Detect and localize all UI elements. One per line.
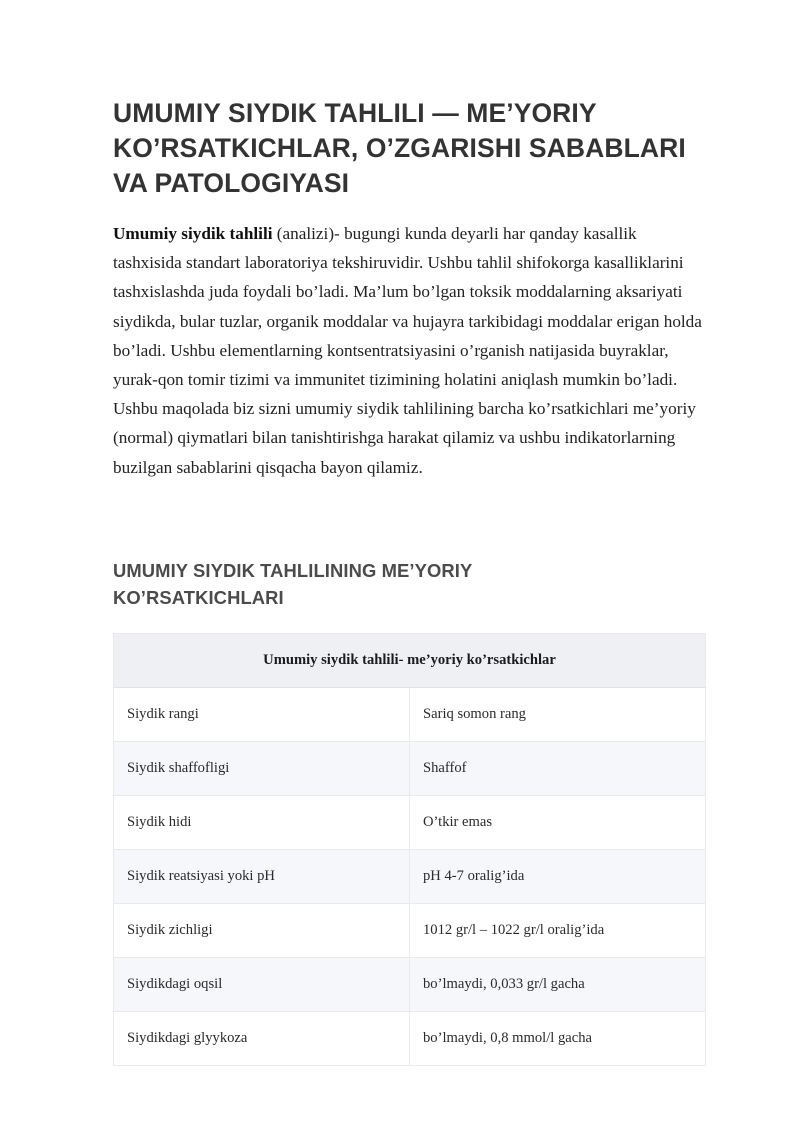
table-row — [114, 795, 706, 849]
table-row — [114, 1011, 706, 1065]
section-heading-normal-indicators: UMUMIY SIYDIK TAHLILINING ME’YORIY KO’RSATKICHLARI — [113, 559, 472, 608]
norms-table — [113, 633, 706, 1066]
table-cell-parameter: Siydik rangi — [114, 687, 410, 741]
table-cell-value: pH 4-7 oralig’ida — [410, 849, 706, 903]
table-row — [114, 903, 706, 957]
table-caption-cell: Umumiy siydik tahlili- me’yoriy ko’rsatkichlar — [114, 633, 706, 687]
intro-body-text: (analizi)- bugungi kunda deyarli har qanday kasallik tashxisida standart laboratoriya tekshiruvidir. Ushbu tahlil shifokorga kasalliklarini tashxislashda juda foydali bo’ladi. Ma’lum bo’lgan toksik moddalarning aksariyati siydikda, bular tuzlar, organik moddalar va hujayra tarkibidagi moddalar erigan holda bo’ladi. Ushbu elementlarning kontsentratsiyasini o’rganish natijasida buyraklar, yurak-qon tomir tizimi va immunitet tizimining holatini aniqlash mumkin bo’ladi. Ushbu maqolada biz sizni umumiy siydik tahlilining barcha ko’rsatkichlari me’yoriy (normal) qiymatlari bilan tanishtirishga harakat qilamiz va ushbu indikatorlarning buzilgan sabablarini qisqacha bayon qilamiz. — [113, 224, 702, 477]
table-cell-value: 1012 gr/l – 1022 gr/l oralig’ida — [410, 903, 706, 957]
table-cell-parameter: Siydikdagi glyykoza — [114, 1011, 410, 1065]
table-row — [114, 741, 706, 795]
table-cell-parameter: Siydikdagi oqsil — [114, 957, 410, 1011]
page-title: UMUMIY SIYDIK TAHLILI — ME’YORIY KO’RSATKICHLAR, O’ZGARISHI SABABLARI VA PATOLOGIYASI — [113, 98, 686, 198]
table-row — [114, 687, 706, 741]
table-cell-value: Sariq somon rang — [410, 687, 706, 741]
table-cell-value: bo’lmaydi, 0,033 gr/l gacha — [410, 957, 706, 1011]
intro-paragraph — [113, 219, 706, 482]
norms-table-wrapper — [113, 633, 706, 1066]
norms-table-head — [114, 633, 706, 687]
table-cell-parameter: Siydik shaffofligi — [114, 741, 410, 795]
table-cell-value: O’tkir emas — [410, 795, 706, 849]
table-header-row — [114, 633, 706, 687]
intro-lead-term: Umumiy siydik tahlili — [113, 224, 273, 243]
table-cell-value: Shaffof — [410, 741, 706, 795]
table-cell-value: bo’lmaydi, 0,8 mmol/l gacha — [410, 1011, 706, 1065]
table-cell-parameter: Siydik reatsiyasi yoki pH — [114, 849, 410, 903]
table-cell-parameter: Siydik zichligi — [114, 903, 410, 957]
table-row — [114, 957, 706, 1011]
table-row — [114, 849, 706, 903]
table-cell-parameter: Siydik hidi — [114, 795, 410, 849]
norms-table-body — [114, 687, 706, 1065]
